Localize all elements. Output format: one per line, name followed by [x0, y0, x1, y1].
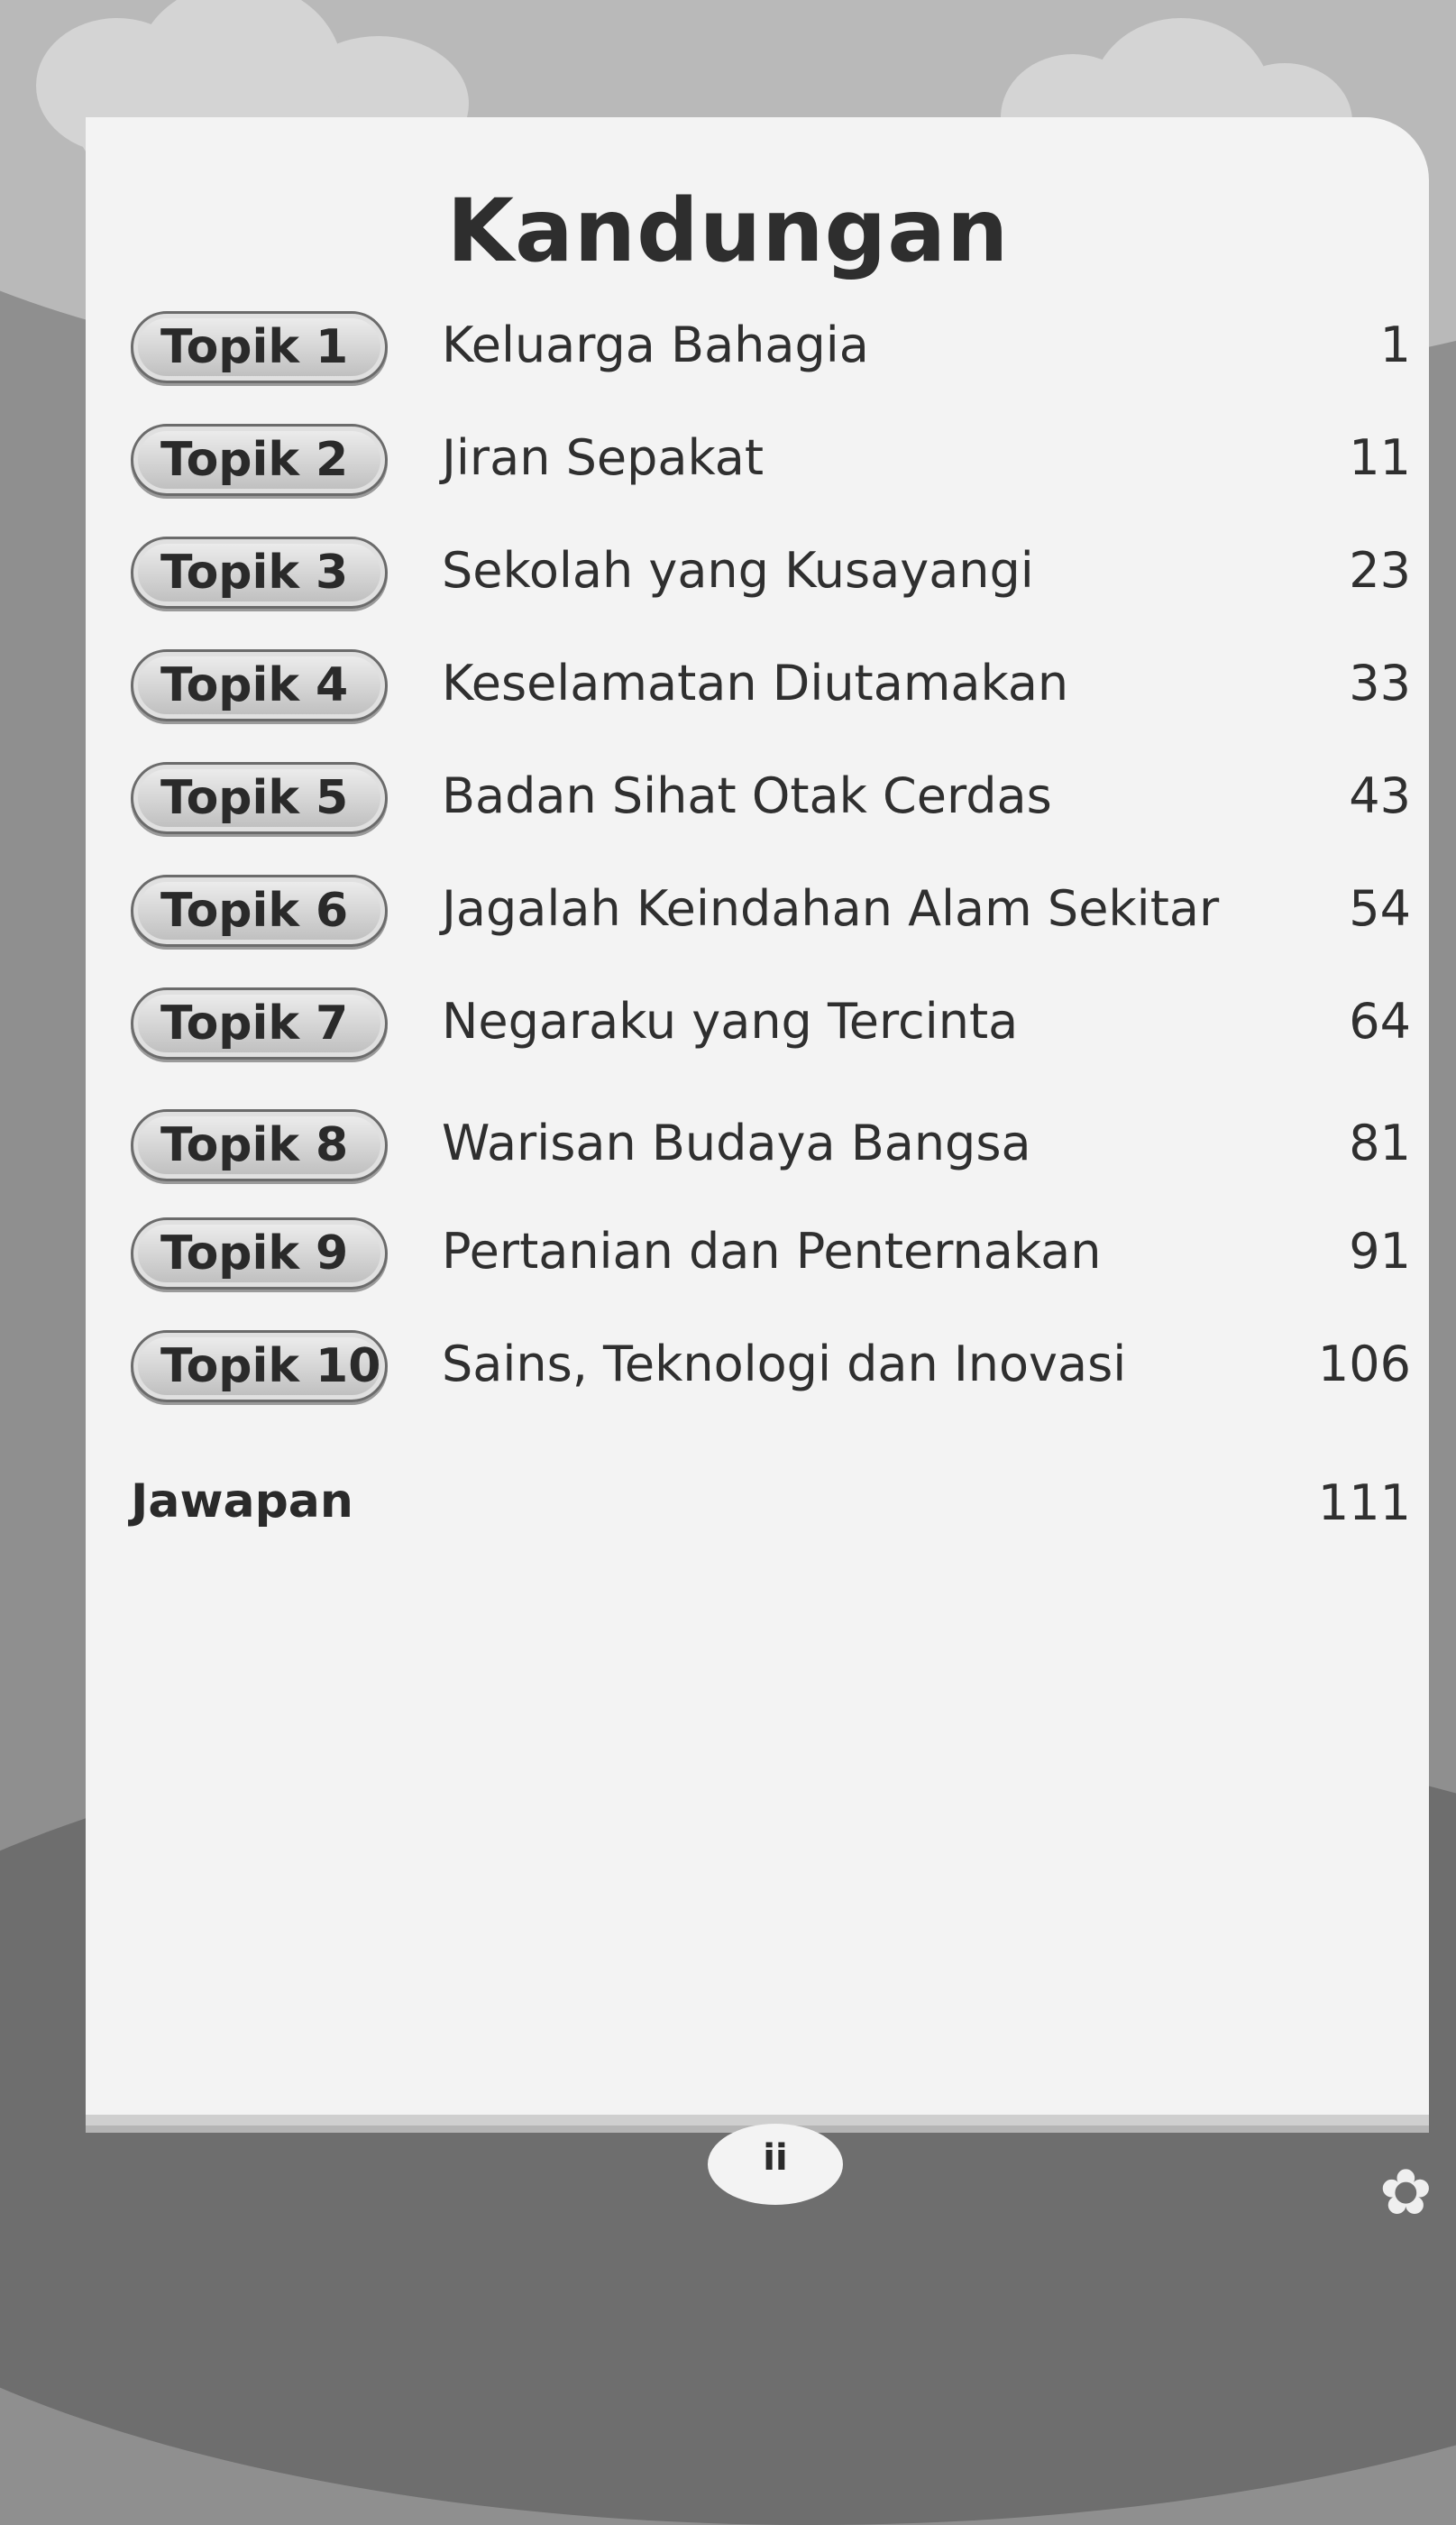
toc-row[interactable]: [0, 649, 1456, 730]
toc-row[interactable]: [0, 537, 1456, 618]
flower-icon: ✿: [1379, 2155, 1433, 2229]
topic-badge: Topik 3: [131, 537, 388, 609]
toc-row[interactable]: [0, 875, 1456, 956]
topic-title: Keluarga Bahagia: [442, 317, 869, 373]
topic-badge: Topik 7: [131, 987, 388, 1060]
toc-row[interactable]: [0, 762, 1456, 843]
topic-page: 43: [1349, 767, 1411, 824]
topic-page: 33: [1349, 655, 1411, 712]
answers-page: 111: [1317, 1474, 1411, 1531]
topic-badge: Topik 1: [131, 311, 388, 383]
topic-title: Badan Sihat Otak Cerdas: [442, 767, 1052, 824]
topic-page: 23: [1349, 542, 1411, 599]
toc-row[interactable]: [0, 424, 1456, 505]
page-title: Kandungan: [446, 180, 1010, 281]
topic-page: 11: [1349, 429, 1411, 486]
topic-page: 54: [1349, 880, 1411, 937]
topic-badge: Topik 2: [131, 424, 388, 496]
topic-page: 64: [1349, 993, 1411, 1050]
topic-page: 1: [1379, 317, 1411, 373]
topic-title: Sains, Teknologi dan Inovasi: [442, 1336, 1127, 1392]
topic-title: Negaraku yang Tercinta: [442, 993, 1019, 1050]
topic-title: Jagalah Keindahan Alam Sekitar: [442, 880, 1220, 937]
toc-row[interactable]: [0, 311, 1456, 392]
topic-badge: Topik 4: [131, 649, 388, 721]
topic-page: 106: [1317, 1336, 1411, 1392]
answers-label[interactable]: Jawapan: [131, 1474, 353, 1529]
topic-badge: Topik 9: [131, 1217, 388, 1290]
toc-row[interactable]: [0, 1330, 1456, 1411]
toc-row[interactable]: [0, 1109, 1456, 1190]
topic-badge: Topik 8: [131, 1109, 388, 1181]
page-number: ii: [763, 2137, 788, 2179]
topic-title: Warisan Budaya Bangsa: [442, 1115, 1031, 1171]
topic-title: Pertanian dan Penternakan: [442, 1223, 1102, 1280]
topic-badge: Topik 10: [131, 1330, 388, 1402]
toc-row[interactable]: [0, 987, 1456, 1069]
topic-badge: Topik 5: [131, 762, 388, 834]
topic-page: 81: [1349, 1115, 1411, 1171]
topic-badge: Topik 6: [131, 875, 388, 947]
topic-title: Sekolah yang Kusayangi: [442, 542, 1034, 599]
topic-title: Jiran Sepakat: [442, 429, 765, 486]
topic-title: Keselamatan Diutamakan: [442, 655, 1069, 712]
topic-page: 91: [1349, 1223, 1411, 1280]
toc-row[interactable]: [0, 1217, 1456, 1299]
